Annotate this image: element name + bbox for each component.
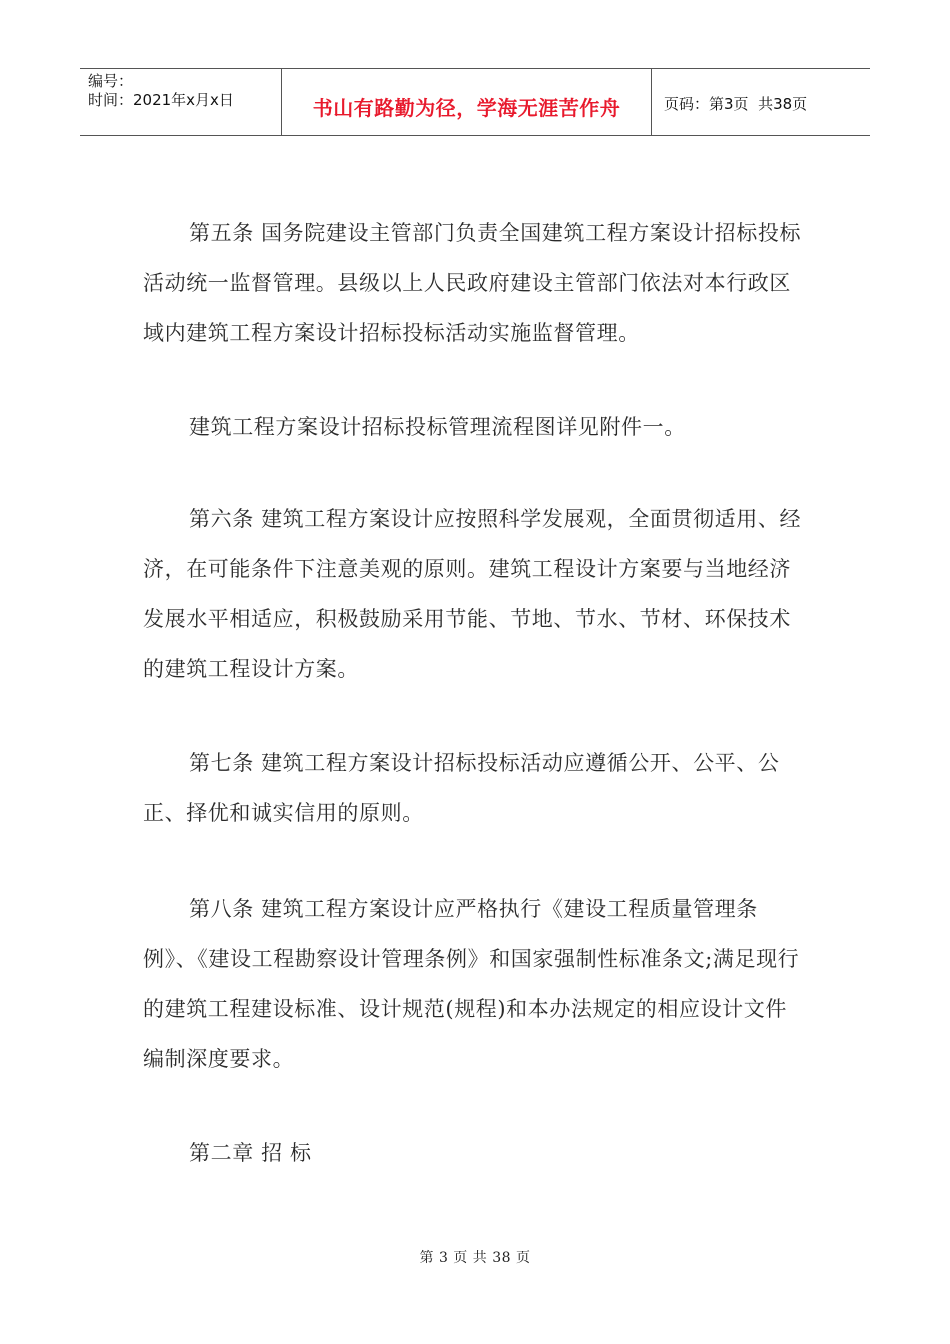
header-page-number: 页码：第3页 共38页 (664, 94, 808, 113)
header-page-cell (652, 69, 870, 135)
flowchart-reference-paragraph: 建筑工程方案设计招标投标管理流程图详见附件一。 (189, 415, 686, 439)
header-meta-cell (80, 69, 282, 135)
article-8-paragraph: 第八条 建筑工程方案设计应严格执行《建设工程质量管理条例》、《建设工程勘察设计管理条例》和国家强制性标准条文;满足现行的建筑工程建设标准、设计规范(规程)和本办法规定的相应设计文件编制深度要求。 (143, 897, 800, 1071)
header-motto: 书山有路勤为径，学海无涯苦作舟 (312, 95, 621, 120)
article-7-paragraph: 第七条 建筑工程方案设计招标投标活动应遵循公开、公平、公正、择优和诚实信用的原则。 (143, 751, 780, 825)
chapter-2-heading: 第二章 招 标 (189, 1141, 312, 1165)
header-motto-cell (282, 69, 652, 135)
document-time-label: 时间：2021年x月x日 (88, 91, 234, 109)
document-number-label: 编号： (88, 72, 134, 90)
page-header (80, 68, 870, 136)
document-body (143, 208, 808, 1220)
article-5-paragraph: 第五条 国务院建设主管部门负责全国建筑工程方案设计招标投标活动统一监督管理。县级以上人民政府建设主管部门依法对本行政区域内建筑工程方案设计招标投标活动实施监督管理。 (143, 221, 802, 345)
page-footer (0, 1247, 950, 1267)
footer-page-number: 第 3 页 共 38 页 (419, 1250, 531, 1266)
article-6-paragraph: 第六条 建筑工程方案设计应按照科学发展观，全面贯彻适用、经济，在可能条件下注意美观的原则。建筑工程设计方案要与当地经济发展水平相适应，积极鼓励采用节能、节地、节水、节材、环保技术的建筑工程设计方案。 (143, 507, 802, 681)
